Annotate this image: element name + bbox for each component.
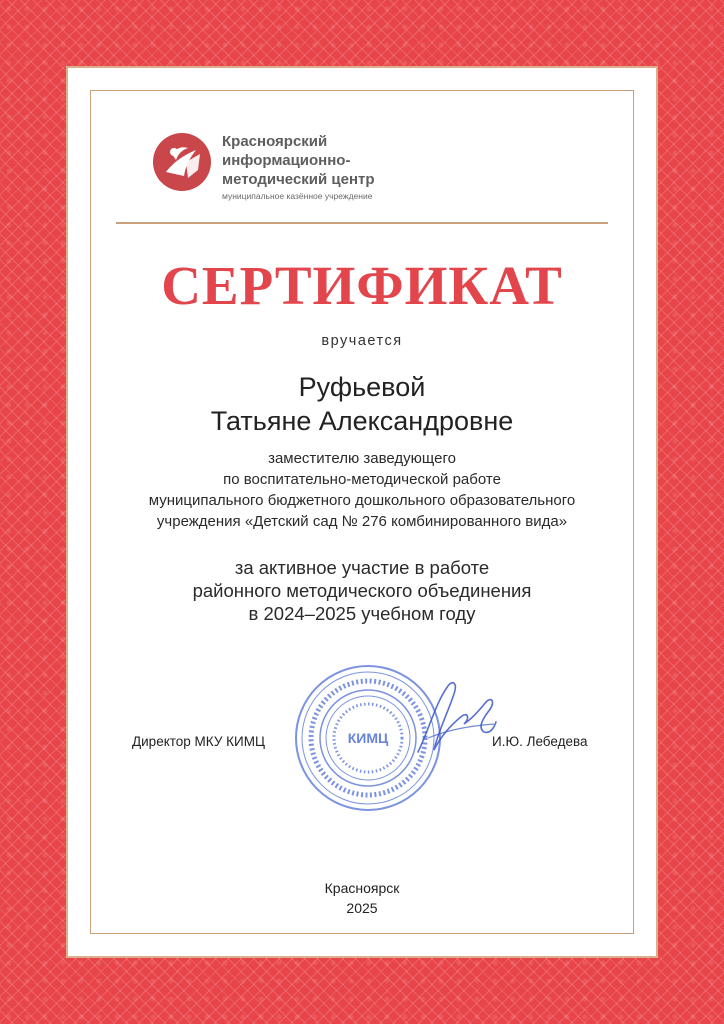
city-name: Красноярск — [324, 880, 400, 896]
org-name-line: Красноярский — [222, 133, 328, 150]
recipient-name-line: Татьяне Александровне — [210, 406, 514, 436]
certificate-year: 2025 — [346, 900, 378, 916]
signer-name: И.Ю. Лебедева — [492, 734, 588, 749]
recipient-position — [68, 448, 656, 532]
reason-line: за активное участие в работе — [234, 557, 490, 578]
org-subtitle: муниципальное казённое учреждение — [222, 191, 373, 201]
org-name-line: методический центр — [222, 171, 375, 188]
certificate-footer — [68, 878, 656, 918]
header-divider — [116, 222, 608, 224]
awarded-label: вручается — [321, 333, 403, 349]
reason-line: районного методического объединения — [192, 580, 532, 601]
position-line: заместителю заведующего — [268, 450, 456, 467]
organization-name — [222, 132, 482, 202]
org-name-line: информационно- — [222, 152, 351, 169]
signer-title: Директор МКУ КИМЦ — [132, 734, 265, 749]
stamp-center-text: КИМЦ — [347, 730, 389, 746]
position-line: учреждения «Детский сад № 276 комбинированного вида» — [156, 513, 568, 530]
reason-line: в 2024–2025 учебном году — [248, 603, 476, 624]
position-line: муниципального бюджетного дошкольного образовательного — [148, 492, 576, 509]
handwritten-signature-icon — [408, 672, 498, 768]
certificate-title: СЕРТИФИКАТ — [161, 255, 563, 316]
recipient-name — [68, 370, 656, 438]
certificate-sheet — [66, 66, 658, 958]
kimc-logo-icon — [152, 132, 212, 192]
award-reason — [68, 556, 656, 625]
recipient-name-line: Руфьевой — [298, 372, 426, 402]
position-line: по воспитательно-методической работе — [223, 471, 501, 488]
